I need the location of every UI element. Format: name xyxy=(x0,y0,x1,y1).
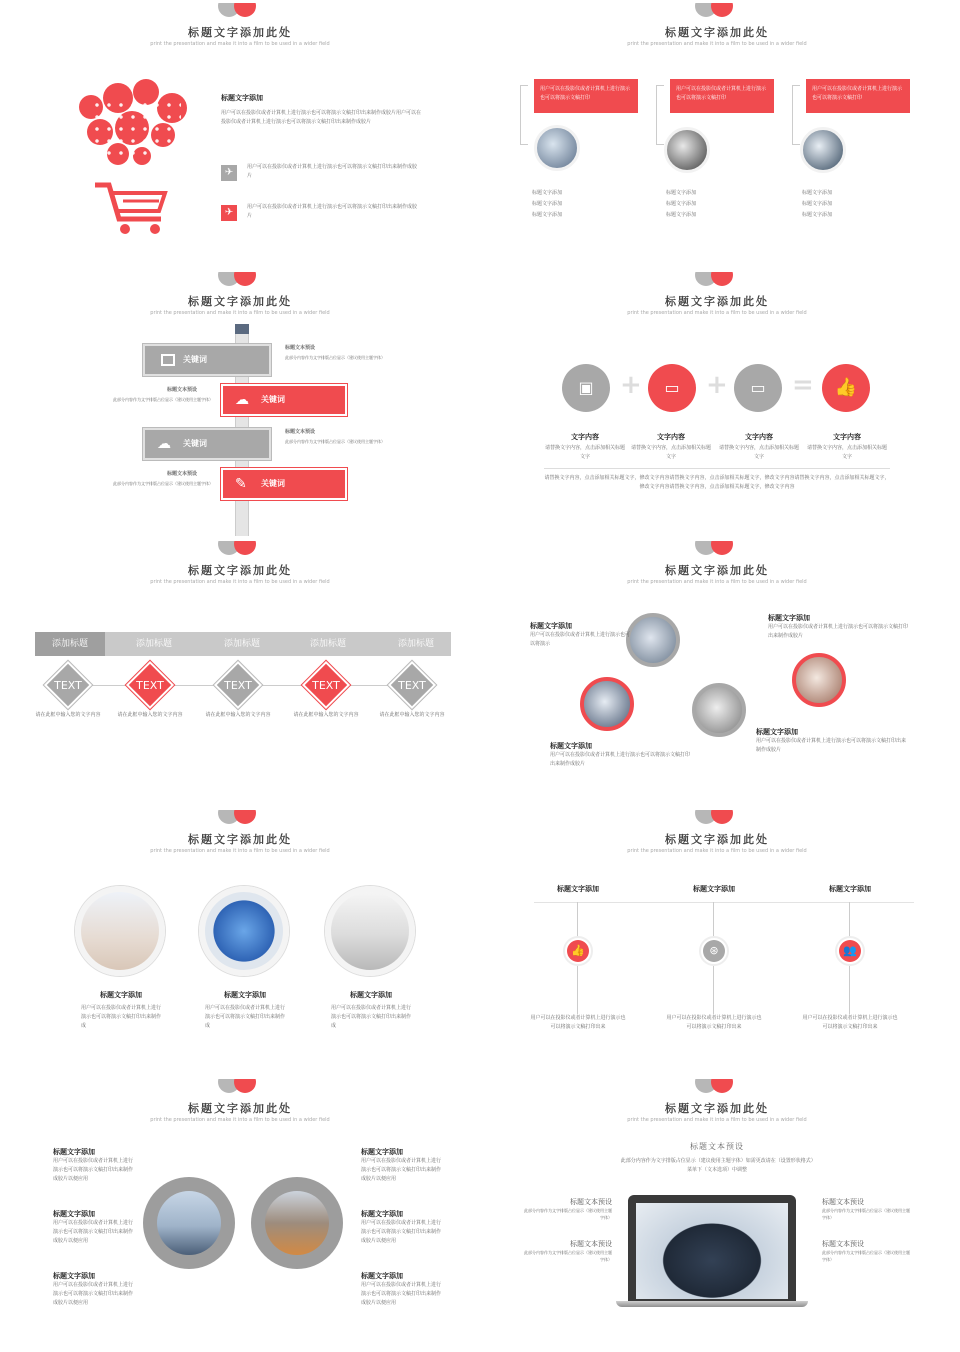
photo-businessman xyxy=(636,1203,788,1299)
s9-left-1: 标题文字添加 用户可以在投影仪或者计算机上进行演示也可以将演示文稿打印出来制作成胶片以便应用 xyxy=(53,1148,134,1182)
cloud-upload-icon: ☁ xyxy=(235,392,249,408)
s10-note-3: 标题文本预设 此部分内容作为文字排版占位显示（建议使用主题字体） xyxy=(822,1198,910,1220)
slide-7: 标题文字添加此处 print the presentation and make it into a film to be used in a wider field 标题文字添加 用户可以在投影仪或者计算机上进行演示也可以将演示文稿打印出来制作成 标题文字添加 用户可以在投影仪或者计算机上进行演示也可以将演示文稿打印出来制作成 标题文字添加 用户可以在投影仪或者计算机上进行演示也可以将演示文稿打印出来制作成 xyxy=(3,810,477,1074)
photo-handshake xyxy=(534,125,580,171)
slide-header: 标题文字添加此处 print the presentation and make it into a film to be used in a wider field xyxy=(480,3,954,61)
photo-desk xyxy=(692,683,746,737)
photo-wind-turbine xyxy=(157,1191,221,1255)
s9-left-2: 标题文字添加 用户可以在投影仪或者计算机上进行演示也可以将演示文稿打印出来制作成胶片以便应用 xyxy=(53,1210,134,1244)
people-icon: 👥 xyxy=(839,940,861,962)
tab-1: 添加标题 xyxy=(35,632,105,656)
s8-item-1: 标题文字添加 👍 用户可以在投影仪或者计算机上进行演示也可以将演示文稿打印出来 xyxy=(530,885,626,1030)
s4-item-1: 文字内容 请替换文字内容，点击添加相关标题文字 xyxy=(544,433,625,460)
plane-icon: ✈ xyxy=(221,205,237,221)
slide-1 xyxy=(3,3,477,267)
s1-body: 用户可以在投影仪或者计算机上进行演示也可以将演示文稿打印出来制作成胶片用户可以在投影仪或者计算机上进行演示也可以将演示文稿打印出来制作成胶片 xyxy=(221,110,422,125)
edit-icon: ✎ xyxy=(235,476,247,492)
picture-icon: ▣ xyxy=(562,364,610,412)
plane-icon: ✈ xyxy=(221,165,237,181)
s7-item-3: 标题文字添加 用户可以在投影仪或者计算机上进行演示也可以将演示文稿打印出来制作成 xyxy=(331,991,412,1029)
photo-meeting-1 xyxy=(626,613,680,667)
slide-4: 标题文字添加此处 print the presentation and make it into a film to be used in a wider field ▣ + ▭ + ▭ = 👍 文字内容 请替换文字内容，点击添加相关标题文字 文字内容 请替换文字内容，点击添加相关标题文字 文字内容 请替换文字内容，点击添加相关标题文字 文字内容 请替换文字内容，点击添加相关标题文字 请替换文字内容，点击添加相关标题文字，修改文字内容请替换文字内容，点击添加相关标题文字，修改文字内容请替换文字内容，点击添加相关标题文字，修改文字内容请替换文字内容，点击添加相关标题文字，修改文字内容 xyxy=(480,272,954,536)
cart-icon xyxy=(91,179,171,235)
slide-10: 标题文字添加此处 print the presentation and make it into a film to be used in a wider field 标题文本预设 此部分内容作为文字排版占位显示（建议使用主题字体）如需更改请在（设置形状格式）菜单下（文本选项）中调整 标题文本预设 此部分内容作为文字排版占位显示（建议使用主题字体） 标题文本预设 此部分内容作为文字排版占位显示（建议使用主题字体） 标题文本预设 此部分内容作为文字排版占位显示（建议使用主题字体） 标题文本预设 此部分内容作为文字排版占位显示（建议使用主题字体） xyxy=(480,1079,954,1343)
sign-3: ☁ 关键词 xyxy=(143,428,271,460)
s1-item-1: ✈ 用户可以在投影仪或者计算机上进行演示也可以将演示文稿打印出来制作成胶片 xyxy=(221,163,421,187)
s9-right-2: 标题文字添加 用户可以在投影仪或者计算机上进行演示也可以将演示文稿打印出来制作成胶片以便应用 xyxy=(361,1210,442,1244)
photo-office xyxy=(580,677,634,731)
thumbs-up-icon: 👍 xyxy=(567,940,589,962)
s6-block-1: 标题文字添加 用户可以在投影仪或者计算机上进行演示也可以将演示 xyxy=(530,622,631,647)
photo-team xyxy=(792,653,846,707)
photo-meeting-room xyxy=(325,886,415,976)
slide-2 xyxy=(480,3,954,267)
s10-note-4: 标题文本预设 此部分内容作为文字排版占位显示（建议使用主题字体） xyxy=(822,1240,910,1262)
thumbs-up-icon: 👍 xyxy=(822,364,870,412)
s4-item-3: 文字内容 请替换文字内容，点击添加相关标题文字 xyxy=(718,433,799,460)
s9-left-3: 标题文字添加 用户可以在投影仪或者计算机上进行演示也可以将演示文稿打印出来制作成胶片以便应用 xyxy=(53,1272,134,1306)
s1-heading: 标题文字添加 xyxy=(221,94,263,102)
slide-6: 标题文字添加此处 print the presentation and make it into a film to be used in a wider field 标题文字添加 用户可以在投影仪或者计算机上进行演示也可以将演示 标题文字添加 用户可以在投影仪或者计算机上进行演示也可以将演示文稿打印出来制作成胶片 标题文字添加 用户可以在投影仪或者计算机上进行演示也可以将演示文稿打印出来制作成胶片 标题文字添加 用户可以在投影仪或者计算机上进行演示也可以将演示文稿打印出来制作成胶片 xyxy=(480,541,954,805)
s10-note-2: 标题文本预设 此部分内容作为文字排版占位显示（建议使用主题字体） xyxy=(524,1240,612,1262)
s1-item-2: ✈ 用户可以在投影仪或者计算机上进行演示也可以将演示文稿打印出来制作成胶片 xyxy=(221,203,421,227)
monitor-icon: ▭ xyxy=(734,364,782,412)
s7-item-1: 标题文字添加 用户可以在投影仪或者计算机上进行演示也可以将演示文稿打印出来制作成 xyxy=(81,991,162,1029)
s4-footer: 请替换文字内容，点击添加相关标题文字，修改文字内容请替换文字内容，点击添加相关标题文字，修改文字内容请替换文字内容，点击添加相关标题文字，修改文字内容请替换文字内容，点击添加相关标题文字，修改文字内容 xyxy=(544,475,890,490)
slide-title: 标题文字添加此处 xyxy=(188,26,292,39)
sign-4: ✎ 关键词 xyxy=(221,468,347,500)
s6-block-4: 标题文字添加 用户可以在投影仪或者计算机上进行演示也可以将演示文稿打印出来制作成胶片 xyxy=(756,728,907,753)
icon-cloud xyxy=(71,75,195,175)
header-dots xyxy=(218,3,262,17)
tab-4: 添加标题 xyxy=(309,639,346,649)
tab-3: 添加标题 xyxy=(223,639,260,649)
photo-mountain xyxy=(265,1191,329,1255)
s10-heading: 标题文本预设 xyxy=(690,1142,744,1151)
s10-note-1: 标题文本预设 此部分内容作为文字排版占位显示（建议使用主题字体） xyxy=(524,1198,612,1220)
s2-card-2: 用户可以在投影仪或者计算机上进行演示也可以将演示文稿打印 标题文字添加 标题文字添加 标题文字添加 xyxy=(656,77,786,217)
compass-icon: ⊛ xyxy=(703,940,725,962)
photo-laptop-desk xyxy=(75,886,165,976)
slide-5: 标题文字添加此处 print the presentation and make it into a film to be used in a wider field 添加标题 添加标题 添加标题 添加标题 添加标题 TEXT TEXT TEXT TEXT TEXT 请在此框中输入您的文字内容 请在此框中输入您的文字内容 请在此框中输入您的文字内容 请在此框中输入您的文字内容 请在此框中输入您的文字内容 xyxy=(3,541,477,805)
sign-1: 关键词 xyxy=(143,344,271,376)
card-icon: ▭ xyxy=(648,364,696,412)
s2-card-1: 用户可以在投影仪或者计算机上进行演示也可以将演示文稿打印 标题文字添加 标题文字添加 标题文字添加 xyxy=(520,77,650,217)
tab-5: 添加标题 xyxy=(397,639,434,649)
s9-right-3: 标题文字添加 用户可以在投影仪或者计算机上进行演示也可以将演示文稿打印出来制作成胶片以便应用 xyxy=(361,1272,442,1306)
cloud-download-icon: ☁ xyxy=(157,436,171,452)
s4-item-4: 文字内容 请替换文字内容，点击添加相关标题文字 xyxy=(806,433,887,460)
s6-block-3: 标题文字添加 用户可以在投影仪或者计算机上进行演示也可以将演示文稿打印出来制作成胶片 xyxy=(550,742,691,767)
slide-9: 标题文字添加此处 print the presentation and make it into a film to be used in a wider field 标题文字添加 用户可以在投影仪或者计算机上进行演示也可以将演示文稿打印出来制作成胶片以便应用 标题文字添加 用户可以在投影仪或者计算机上进行演示也可以将演示文稿打印出来制作成胶片以便应用 标题文字添加 用户可以在投影仪或者计算机上进行演示也可以将演示文稿打印出来制作成胶片以便应用 标题文字添加 用户可以在投影仪或者计算机上进行演示也可以将演示文稿打印出来制作成胶片以便应用 标题文字添加 用户可以在投影仪或者计算机上进行演示也可以将演示文稿打印出来制作成胶片以便应用 标题文字添加 用户可以在投影仪或者计算机上进行演示也可以将演示文稿打印出来制作成胶片以便应用 xyxy=(3,1079,477,1343)
s2-card-3: 用户可以在投影仪或者计算机上进行演示也可以将演示文稿打印 标题文字添加 标题文字添加 标题文字添加 xyxy=(792,77,922,217)
slide-subtitle: print the presentation and make it into a film to be used in a wider field xyxy=(150,41,330,47)
photo-folders xyxy=(199,886,289,976)
slide-header xyxy=(3,3,477,61)
archive-icon xyxy=(161,354,175,366)
slide-8: 标题文字添加此处 print the presentation and make it into a film to be used in a wider field 标题文字添加 👍 用户可以在投影仪或者计算机上进行演示也可以将演示文稿打印出来 标题文字添加 ⊛ 用户可以在投影仪或者计算机上进行演示也可以将演示文稿打印出来 标题文字添加 👥 用户可以在投影仪或者计算机上进行演示也可以将演示文稿打印出来 xyxy=(480,810,954,1074)
s9-right-1: 标题文字添加 用户可以在投影仪或者计算机上进行演示也可以将演示文稿打印出来制作成胶片以便应用 xyxy=(361,1148,442,1182)
s8-item-3: 标题文字添加 👥 用户可以在投影仪或者计算机上进行演示也可以将演示文稿打印出来 xyxy=(802,885,898,1030)
slide-3: 标题文字添加此处 print the presentation and make it into a film to be used in a wider field 关键词 标题文本预设 此部分内容作为文字排版占位显示（建议使用主题字体） 标题文本预设 此部分内容作为文字排版占位显示（建议使用主题字体） ☁ 关键词 ☁ 关键词 标题文本预设 此部分内容作为文字排版占位显示（建议使用主题字体） 标题文本预设 此部分内容作为文字排版占位显示（建议使用主题字体） ✎ 关键词 xyxy=(3,272,477,536)
s4-item-2: 文字内容 请替换文字内容，点击添加相关标题文字 xyxy=(630,433,711,460)
tab-2: 添加标题 xyxy=(135,639,172,649)
s10-intro: 此部分内容作为文字排版占位显示（建议使用主题字体）如需更改请在（设置形状格式）菜单下（文本选项）中调整 xyxy=(620,1158,814,1173)
sign-2: ☁ 关键词 xyxy=(221,384,347,416)
s6-block-2: 标题文字添加 用户可以在投影仪或者计算机上进行演示也可以将演示文稿打印出来制作成胶片 xyxy=(768,614,909,639)
s8-item-2: 标题文字添加 ⊛ 用户可以在投影仪或者计算机上进行演示也可以将演示文稿打印出来 xyxy=(666,885,762,1030)
s7-item-2: 标题文字添加 用户可以在投影仪或者计算机上进行演示也可以将演示文稿打印出来制作成 xyxy=(205,991,286,1029)
